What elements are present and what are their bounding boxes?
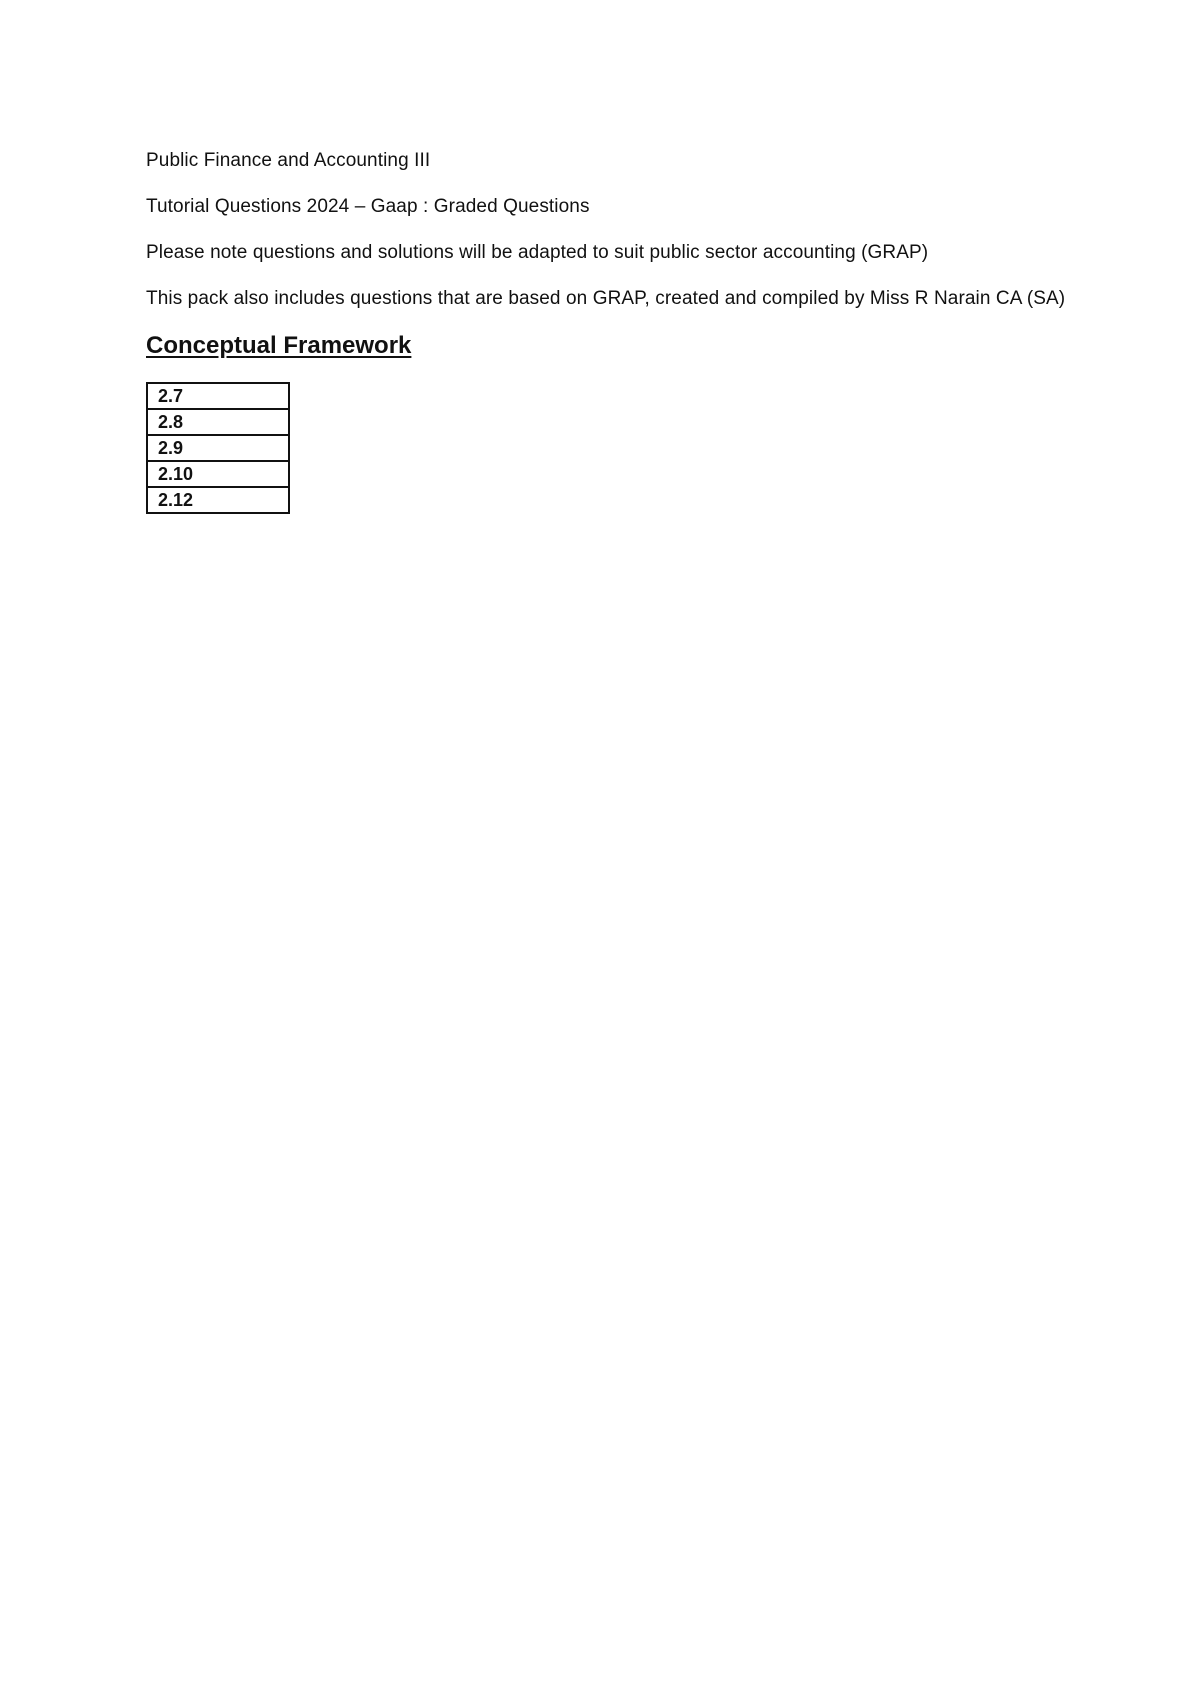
table-row <box>147 461 289 487</box>
section-heading: Conceptual Framework <box>146 332 412 359</box>
question-number-cell: 2.10 <box>147 461 289 487</box>
page-content <box>146 146 1076 514</box>
question-number-cell: 2.7 <box>147 383 289 409</box>
tutorial-subtitle: Tutorial Questions 2024 – Gaap : Graded Questions <box>146 196 590 217</box>
adaptation-note: Please note questions and solutions will be adapted to suit public sector accounting (GRAP) <box>146 242 929 263</box>
course-title: Public Finance and Accounting III <box>146 150 431 171</box>
table-row <box>147 435 289 461</box>
table-row <box>147 409 289 435</box>
table-row <box>147 487 289 513</box>
pack-note: This pack also includes questions that are based on GRAP, created and compiled by Miss R Narain CA (SA) <box>146 288 1066 309</box>
question-number-cell: 2.8 <box>147 409 289 435</box>
question-number-cell: 2.9 <box>147 435 289 461</box>
question-table <box>146 382 290 514</box>
table-row <box>147 383 289 409</box>
question-number-cell: 2.12 <box>147 487 289 513</box>
